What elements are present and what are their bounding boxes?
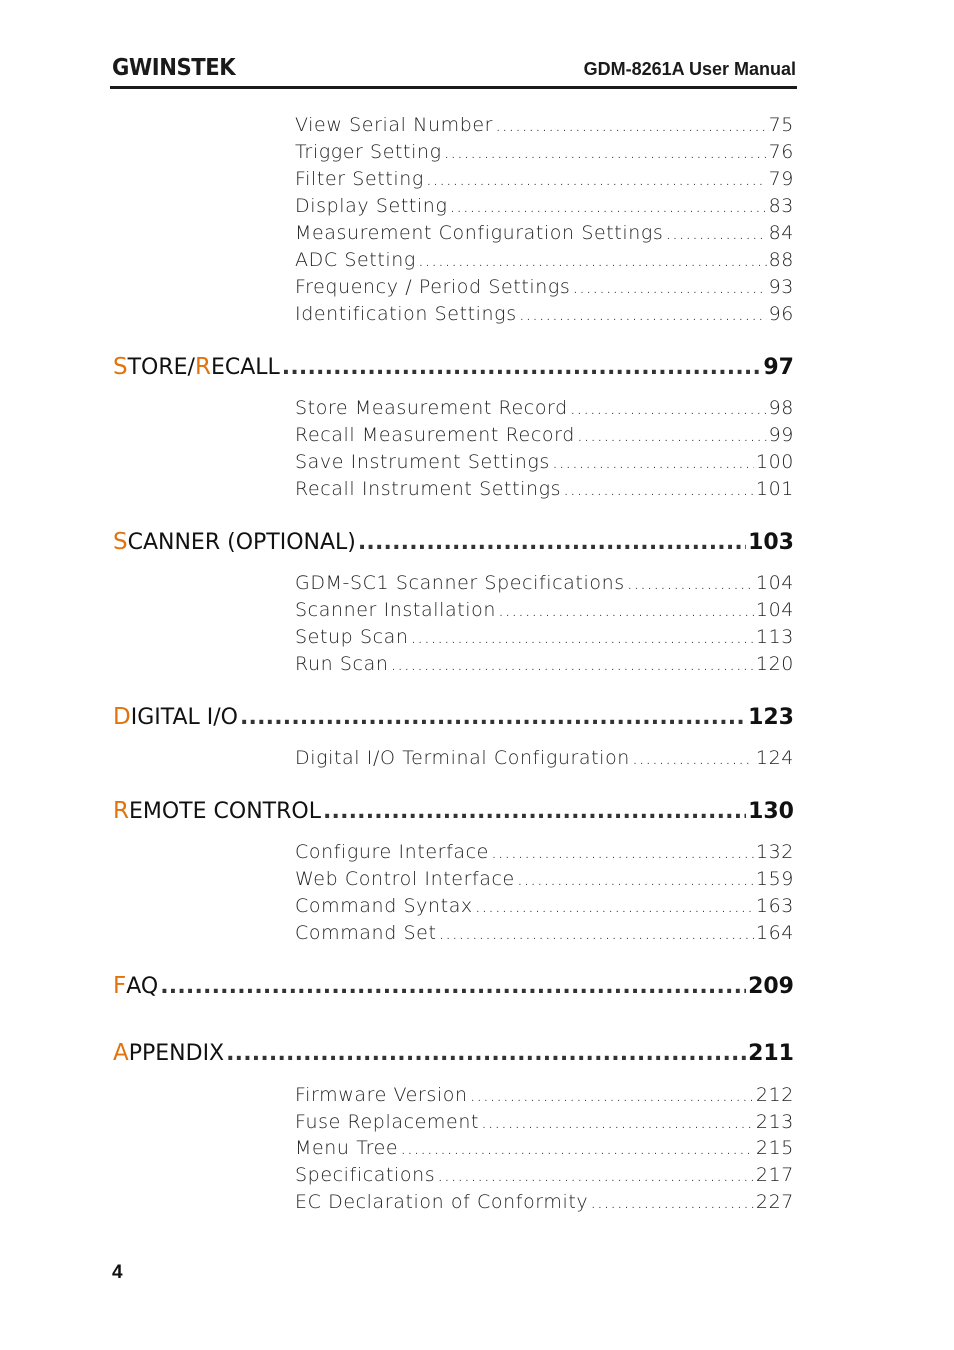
- toc-entry-label: Command Syntax: [295, 895, 473, 917]
- toc-entry-page: 84: [768, 222, 794, 244]
- toc-chapter-page: 97: [763, 355, 794, 380]
- toc-leader: [444, 141, 767, 163]
- toc-chapter-page: 209: [748, 974, 794, 999]
- toc-entry-page: 124: [755, 747, 794, 769]
- toc-leader: [226, 1041, 746, 1066]
- toc-entry-page: 163: [755, 895, 794, 917]
- toc-leader: [481, 1111, 754, 1133]
- toc-entry[interactable]: [295, 1137, 794, 1159]
- page-number: 4: [112, 1262, 123, 1283]
- toc-entry-page: 164: [755, 922, 794, 944]
- toc-entry[interactable]: [295, 451, 794, 473]
- toc-entry[interactable]: [295, 653, 794, 675]
- toc-entry-page: 83: [768, 195, 794, 217]
- toc-leader: [282, 355, 762, 380]
- toc-chapter-title: REMOTE CONTROL: [113, 798, 321, 824]
- toc-leader: [572, 276, 766, 298]
- toc-entry-page: 113: [755, 626, 794, 648]
- toc-entry-page: 99: [768, 424, 794, 446]
- toc-leader: [160, 974, 746, 999]
- toc-entry-label: Setup Scan: [295, 626, 409, 648]
- toc-entry[interactable]: [295, 1111, 794, 1133]
- toc-entry-page: 98: [768, 397, 794, 419]
- toc-leader: [240, 705, 746, 730]
- toc-entry-label: Configure Interface: [295, 841, 489, 863]
- toc-leader: [426, 168, 767, 190]
- toc-entry-page: 217: [755, 1164, 794, 1186]
- toc-entry-page: 227: [755, 1191, 794, 1213]
- toc-leader: [449, 195, 766, 217]
- toc-entry-page: 159: [755, 868, 794, 890]
- toc-leader: [519, 303, 767, 325]
- header-rule: [110, 86, 797, 89]
- toc-entry-page: 104: [755, 572, 794, 594]
- toc-chapter-store-recall[interactable]: [113, 354, 794, 380]
- toc-entry-page: 212: [755, 1084, 794, 1106]
- toc-chapter-title: FAQ: [113, 973, 159, 999]
- toc-entry-page: 93: [768, 276, 794, 298]
- toc-entry[interactable]: [295, 1084, 794, 1106]
- toc-chapter-page: 211: [748, 1041, 794, 1066]
- toc-entry-label: Command Set: [295, 922, 437, 944]
- toc-entry-label: Specifications: [295, 1164, 436, 1186]
- toc-leader: [470, 1084, 754, 1106]
- toc-entry[interactable]: [295, 141, 794, 163]
- toc-entry-label: Identification Settings: [295, 303, 517, 325]
- toc-entry-label: Recall Measurement Record: [295, 424, 575, 446]
- toc-leader: [665, 222, 766, 244]
- toc-entry-label: Measurement Configuration Settings: [295, 222, 664, 244]
- toc-entry-page: 213: [755, 1111, 794, 1133]
- toc-entry-label: Trigger Setting: [295, 141, 442, 163]
- toc-entry-page: 76: [768, 141, 794, 163]
- toc-entry-page: 104: [755, 599, 794, 621]
- toc-entry-label: Fuse Replacement: [295, 1111, 480, 1133]
- toc-leader: [358, 530, 746, 555]
- brand-logo: GWINSTEK: [112, 55, 236, 81]
- toc-entry-page: 96: [768, 303, 794, 325]
- toc-entry[interactable]: [295, 572, 794, 594]
- toc-entry[interactable]: [295, 195, 794, 217]
- toc-entry[interactable]: [295, 626, 794, 648]
- toc-entry[interactable]: [295, 1164, 794, 1186]
- toc-leader: [590, 1191, 754, 1213]
- toc-entry[interactable]: [295, 841, 794, 863]
- toc-leader: [517, 868, 754, 890]
- toc-entry-page: 215: [755, 1137, 794, 1159]
- toc-leader: [400, 1137, 754, 1159]
- toc-leader: [411, 626, 754, 648]
- toc-entry-label: Display Setting: [295, 195, 448, 217]
- toc-leader: [390, 653, 753, 675]
- toc-leader: [627, 572, 754, 594]
- toc-chapter-page: 103: [748, 530, 794, 555]
- toc-entry-page: 120: [755, 653, 794, 675]
- toc-entry[interactable]: [295, 1191, 794, 1213]
- toc-entry[interactable]: [295, 922, 794, 944]
- toc-chapter-faq[interactable]: [113, 973, 794, 999]
- toc-chapter-title: DIGITAL I/O: [113, 704, 238, 730]
- toc-leader: [552, 451, 754, 473]
- toc-entry-label: Scanner Installation: [295, 599, 497, 621]
- toc-entry[interactable]: [295, 599, 794, 621]
- toc-chapter-title: SCANNER (OPTIONAL): [113, 529, 356, 555]
- toc-entry[interactable]: [295, 222, 794, 244]
- toc-chapter-page: 123: [748, 705, 794, 730]
- toc-leader: [495, 114, 767, 136]
- page-header: [110, 52, 796, 86]
- toc-entry-page: 88: [768, 249, 794, 271]
- toc-leader: [570, 397, 767, 419]
- toc-entry-label: Web Control Interface: [295, 868, 515, 890]
- toc-entry-label: Recall Instrument Settings: [295, 478, 562, 500]
- toc-leader: [632, 747, 754, 769]
- toc-entry-label: Filter Setting: [295, 168, 424, 190]
- toc-entry[interactable]: [295, 249, 794, 271]
- toc-entry[interactable]: [295, 424, 794, 446]
- toc-entry-label: Store Measurement Record: [295, 397, 568, 419]
- toc-entry[interactable]: [295, 276, 794, 298]
- toc-entry[interactable]: [295, 303, 794, 325]
- toc-entry-label: Run Scan: [295, 653, 389, 675]
- toc-entry-page: 79: [768, 168, 794, 190]
- toc-chapter-title: STORE/RECALL: [113, 354, 280, 380]
- toc-entry-page: 101: [755, 478, 794, 500]
- toc-entry-label: GDM-SC1 Scanner Specifications: [295, 572, 625, 594]
- toc-entry-page: 132: [755, 841, 794, 863]
- toc-entry[interactable]: [295, 895, 794, 917]
- toc-entry-label: ADC Setting: [295, 249, 416, 271]
- toc-entry-page: 100: [755, 451, 794, 473]
- toc-entry[interactable]: [295, 114, 794, 136]
- toc-entry-label: Save Instrument Settings: [295, 451, 550, 473]
- toc-chapter-page: 130: [748, 799, 794, 824]
- toc-chapter-remote-control[interactable]: [113, 798, 794, 824]
- toc-entry[interactable]: [295, 868, 794, 890]
- toc-entry-label: Digital I/O Terminal Configuration: [295, 747, 630, 769]
- manual-title: GDM-8261A User Manual: [583, 59, 796, 79]
- toc-leader: [491, 841, 754, 863]
- toc-leader: [418, 249, 767, 271]
- toc-chapter-title: APPENDIX: [113, 1040, 225, 1066]
- toc-entry[interactable]: [295, 168, 794, 190]
- toc-entry-label: View Serial Number: [295, 114, 494, 136]
- toc-entry[interactable]: [295, 747, 794, 769]
- toc-entry-label: Frequency / Period Settings: [295, 276, 571, 298]
- toc-leader: [475, 895, 754, 917]
- toc-chapter-appendix[interactable]: [113, 1040, 794, 1066]
- toc-leader: [439, 922, 754, 944]
- toc-leader: [437, 1164, 754, 1186]
- toc-entry[interactable]: [295, 478, 794, 500]
- toc-entry-label: Menu Tree: [295, 1137, 399, 1159]
- toc-entry-page: 75: [768, 114, 794, 136]
- toc-leader: [323, 799, 746, 824]
- toc-entry-label: EC Declaration of Conformity: [295, 1191, 589, 1213]
- toc-entry[interactable]: [295, 397, 794, 419]
- toc-chapter-digital-io[interactable]: [113, 704, 794, 730]
- toc-entry-label: Firmware Version: [295, 1084, 468, 1106]
- toc-leader: [498, 599, 754, 621]
- toc-leader: [563, 478, 754, 500]
- toc-leader: [577, 424, 767, 446]
- toc-chapter-scanner[interactable]: [113, 529, 794, 555]
